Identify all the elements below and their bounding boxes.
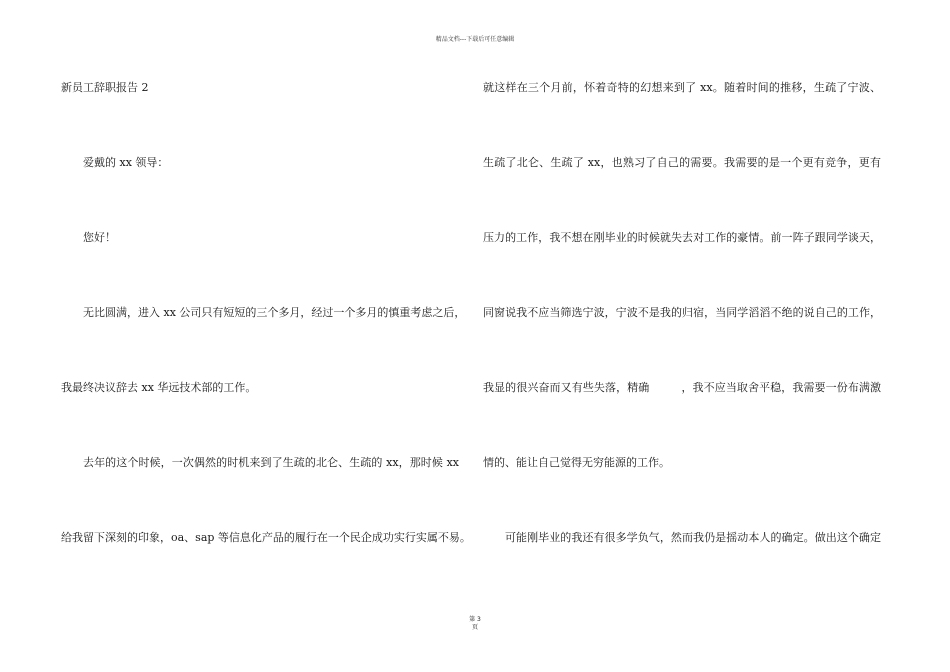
- greeting-line: 您好！: [83, 231, 116, 244]
- paragraph-1-line-1: 无比圆满，进入 xx 公司只有短短的三个多月，经过一个多月的慎重考虑之后，: [83, 306, 466, 319]
- right-line-5-part-a: 我显的很兴奋而又有些失落，精确: [483, 381, 650, 394]
- paragraph-2-line-1: 去年的这个时候，一次偶然的时机来到了生疏的北仑、生疏的 xx，那时候 xx: [83, 456, 459, 469]
- document-title: 新员工辞职报告 2: [61, 81, 149, 94]
- right-line-2: 生疏了北仑、生疏了 xx，也熟习了自己的需要。我需要的是一个更有竞争，更有: [483, 156, 881, 169]
- page-header: 精品文档---下载后可任意编辑: [435, 36, 515, 43]
- page-number-label: 第 3: [469, 616, 481, 623]
- right-line-7: 可能刚毕业的我还有很多学负气，然而我仍是摇动本人的确定。做出这个确定: [505, 531, 881, 544]
- right-line-5-part-b: ，我不应当取舍平稳，我需要一份布满激: [681, 381, 882, 394]
- right-line-6: 情的、能让自己觉得无穷能源的工作。: [483, 456, 670, 469]
- right-line-3: 压力的工作，我不想在刚毕业的时候就失去对工作的豪情。前一阵子跟同学谈天，: [483, 231, 881, 244]
- page-number-unit: 页: [471, 624, 478, 631]
- right-line-4: 同窗说我不应当筛选宁波，宁波不是我的归宿，当同学滔滔不绝的说自己的工作，: [483, 306, 881, 319]
- right-line-5: [483, 381, 881, 395]
- paragraph-2-line-2: 给我留下深刻的印象，oa、sap 等信息化产品的履行在一个民企成功实行实属不易。: [61, 531, 471, 544]
- right-line-1: 就这样在三个月前，怀着奇特的幻想来到了 xx。随着时间的推移，生疏了宁波、: [483, 81, 881, 94]
- salutation: 爱戴的 xx 领导：: [83, 156, 169, 169]
- page-footer: [0, 616, 950, 632]
- paragraph-1-line-2: 我最终决议辞去 xx 华远技术部的工作。: [61, 381, 257, 394]
